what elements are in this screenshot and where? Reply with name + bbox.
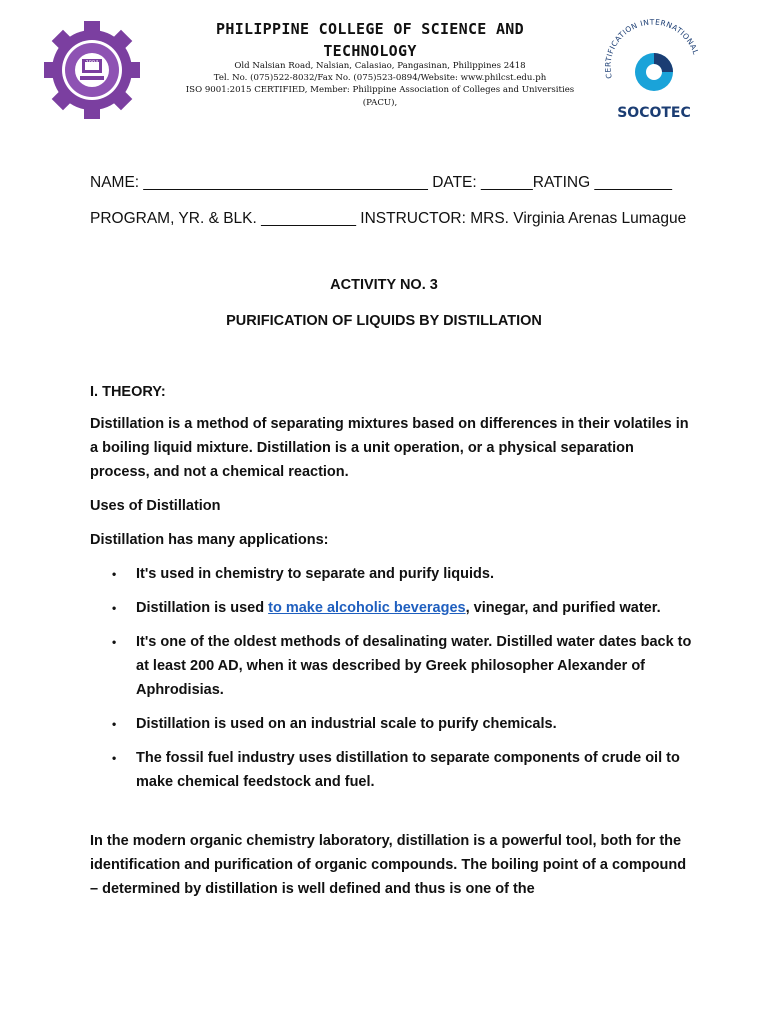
bullet-icon: • [112, 751, 117, 765]
date-label: DATE: [432, 174, 477, 191]
program-field[interactable]: ___________ [261, 210, 356, 227]
college-iso: ISO 9001:2015 CERTIFIED, Member: Philippine Association of Colleges and Universities [185, 85, 575, 95]
list-item-text: Distillation is used on an industrial scale to purify chemicals. [136, 716, 557, 732]
college-name [150, 18, 590, 62]
program-instructor-line [90, 210, 690, 228]
applications-intro: Distillation has many applications: [90, 532, 329, 548]
activity-title: PURIFICATION OF LIQUIDS BY DISTILLATION [226, 313, 542, 329]
letterhead [0, 0, 768, 130]
theory-paragraph-1: Distillation is a method of separating mixtures based on differences in their volatiles in a boiling liquid mixture. Distillation is a unit operation, or a physical separation process, and not a chemical reaction. [90, 416, 689, 480]
uses-heading: Uses of Distillation [90, 498, 221, 514]
college-seal-logo [44, 20, 140, 120]
socotec-logo [598, 16, 710, 128]
list-item-text: It's used in chemistry to separate and purify liquids. [136, 566, 494, 582]
college-contact: Tel. No. (075)522-8032/Fax No. (075)523-0894/Website: www.philcst.edu.ph [213, 73, 547, 83]
bullet-icon: • [112, 717, 117, 731]
instructor-label: INSTRUCTOR: MRS. Virginia Arenas Lumague [360, 210, 687, 227]
rating-label: RATING [532, 174, 591, 191]
name-label: NAME: [90, 174, 140, 191]
list-item-text: The fossil fuel industry uses distillation to separate components of crude oil to make chemical feedstock and fuel. [136, 750, 680, 790]
name-date-rating-line [90, 174, 690, 192]
date-field[interactable]: ______ [481, 174, 533, 191]
list-item-text-after: , vinegar, and purified water. [465, 600, 661, 616]
program-label: PROGRAM, YR. & BLK. [90, 210, 257, 227]
rating-field[interactable]: _________ [594, 174, 673, 191]
college-name-line2: TECHNOLOGY [323, 42, 417, 60]
college-address: Old Nalsian Road, Nalsian, Calasiao, Pangasinan, Philippines 2418 [234, 61, 526, 71]
list-item [112, 562, 692, 586]
seal-year: 1994 [85, 60, 99, 66]
list-item [112, 746, 692, 794]
list-item-text: It's one of the oldest methods of desalinating water. Distilled water dates back to at least 200 AD, when it was described by Greek philosopher Alexander of Aphrodisias. [136, 634, 692, 698]
bullet-icon: • [112, 601, 117, 615]
bullet-icon: • [112, 635, 117, 649]
list-item-text-before: Distillation is used [136, 600, 269, 616]
activity-number: ACTIVITY NO. 3 [330, 277, 438, 293]
list-item [112, 596, 692, 620]
list-item [112, 630, 692, 702]
alcoholic-beverages-link[interactable]: to make alcoholic beverages [268, 600, 466, 616]
theory-heading: I. THEORY: [90, 384, 166, 400]
name-field[interactable]: _________________________________ [143, 174, 428, 191]
theory-paragraph-2: In the modern organic chemistry laboratory, distillation is a powerful tool, both for the identification and purification of organic compounds. The boiling point of a compound – determined by distillation is well defined and thus is one of the [90, 833, 687, 897]
socotec-brand: SOCOTEC [617, 105, 691, 121]
cert-arc-text: CERTIFICATION INTERNATIONAL [603, 17, 701, 80]
bullet-icon: • [112, 567, 117, 581]
college-pacu: (PACU), [362, 98, 398, 108]
college-name-line1: PHILIPPINE COLLEGE OF SCIENCE AND [216, 20, 524, 38]
list-item [112, 712, 692, 736]
applications-list [112, 562, 692, 794]
